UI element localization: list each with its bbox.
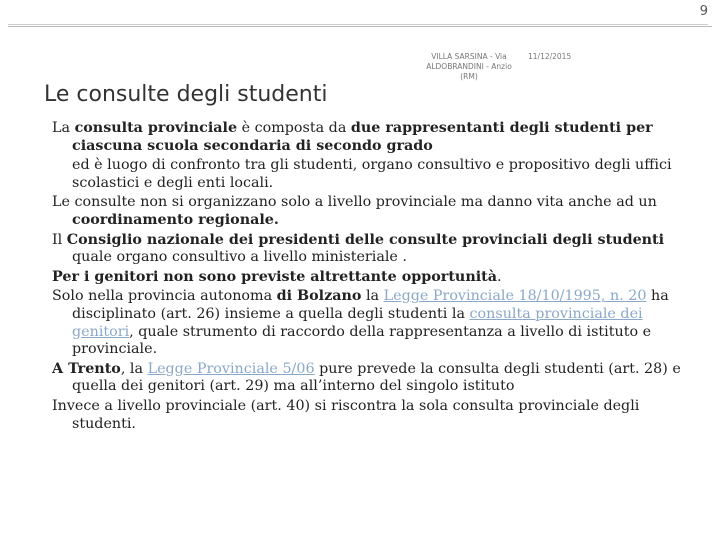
slide-body <box>52 120 692 435</box>
text-run: la <box>361 288 384 305</box>
consulta-genitori-link[interactable]: consulta provinciale dei genitori <box>72 305 643 340</box>
location-line-1: VILLA SARSINA - Via <box>431 52 507 61</box>
bold-run: Per i genitori non sono previste altrettante opportunità <box>52 268 498 285</box>
page-title: Le consulte degli studenti <box>44 82 328 107</box>
text-run: La <box>52 120 75 136</box>
top-bar <box>8 4 708 25</box>
text-run: pure prevede la consulta degli studenti (art. 28) e quella dei genitori (art. 29) ma all’interno del singolo istituto <box>72 360 681 395</box>
text-run: è composta da <box>237 120 351 136</box>
location-info <box>424 52 514 82</box>
text-run: Il <box>52 231 67 248</box>
text-run: . <box>497 268 502 285</box>
slide-date: 11/12/2015 <box>528 52 572 61</box>
bold-run: coordinamento regionale. <box>72 211 279 228</box>
location-line-3: (RM) <box>460 72 478 81</box>
paragraph-livello-provinciale: Invece a livello provinciale (art. 40) si riscontra la sola consulta provinciale degli studenti. <box>52 397 640 432</box>
bold-run: A Trento <box>52 360 121 377</box>
text-run: , quale strumento di raccordo della rappresentanza a livello di istituto e provinciale. <box>72 323 652 358</box>
bold-run: consulta provinciale <box>74 120 238 136</box>
paragraph-genitori <box>52 269 692 287</box>
text-run: ha disciplinato (art. 26) insieme a quella degli studenti la <box>72 288 669 322</box>
bold-run: due rappresentanti degli studenti per ciascuna scuola secondaria di secondo grado <box>72 120 653 154</box>
paragraph-consulta-provinciale <box>52 120 692 155</box>
paragraph-consiglio-nazionale <box>52 232 692 267</box>
text-run: Le consulte non si organizzano solo a livello provinciale ma danno vita anche ad un <box>52 194 657 211</box>
paragraph-bolzano <box>52 288 692 358</box>
legge-provinciale-bolzano-link[interactable]: Legge Provinciale 18/10/1995, n. 20 <box>383 288 647 305</box>
text-run: quale organo consultivo a livello ministeriale . <box>72 249 407 266</box>
bold-run: di Bolzano <box>276 288 362 305</box>
bold-run: Consiglio nazionale dei presidenti delle consulte provinciali degli studenti <box>66 231 665 248</box>
paragraph-trento <box>52 361 692 396</box>
header-rule <box>8 26 712 27</box>
text-run: Solo nella provincia autonoma <box>52 288 277 305</box>
paragraph-coordinamento <box>52 194 692 229</box>
text-run: , la <box>120 360 148 377</box>
paragraph-consulta-description: ed è luogo di confronto tra gli studenti, organo consultivo e propositivo degli uffici scolastici e degli enti locali. <box>72 157 672 191</box>
legge-provinciale-trento-link[interactable]: Legge Provinciale 5/06 <box>147 360 315 377</box>
page-number: 9 <box>699 4 708 19</box>
location-line-2: ALDOBRANDINI - Anzio <box>426 62 512 71</box>
